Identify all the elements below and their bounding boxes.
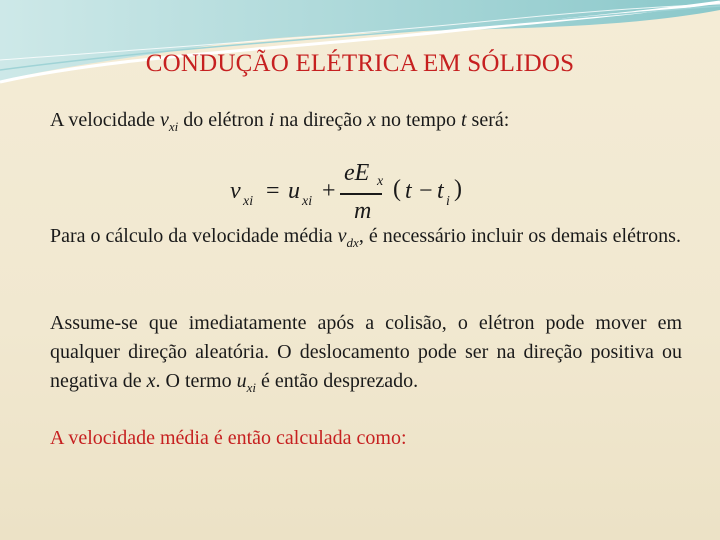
- slide-title: CONDUÇÃO ELÉTRICA EM SÓLIDOS: [145, 50, 575, 77]
- paragraph-velocity-intro: A velocidade $v_{xi}$ do elétron i na direção x no tempo t será:: [50, 109, 510, 134]
- paragraph-conclusion: A velocidade média é então calculada como:: [50, 427, 407, 449]
- velocity-equation: v xi = u xi + eE x m ( t − t i ): [230, 160, 462, 224]
- fraction-bar: [340, 193, 382, 195]
- paragraph-collision-assumption: Assume-se que imediatamente após a colisão, o elétron pode mover em qualquer direção aleatória. O deslocamento pode ser na direção positiva ou negativa de x. O termo $u_{xi}$ é então desprezado.: [50, 312, 682, 395]
- paragraph-average-velocity: Para o cálculo da velocidade média $v_{dx}$, é necessário incluir os demais elétrons.: [50, 225, 681, 250]
